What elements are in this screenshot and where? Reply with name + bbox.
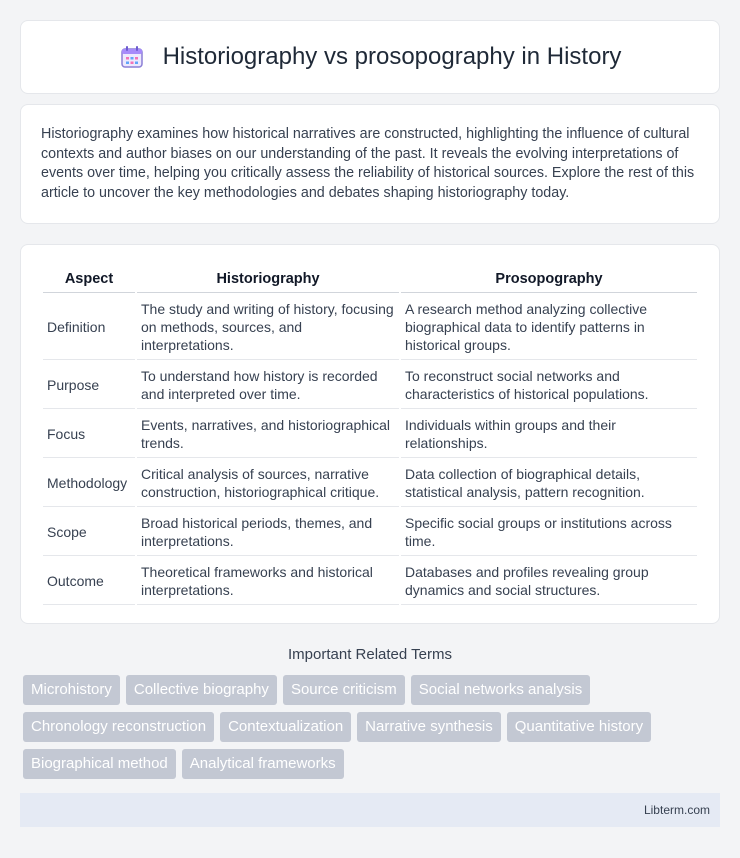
comparison-card (20, 244, 720, 624)
page-title: Historiography vs prosopography in History (162, 43, 622, 70)
row-historiography: The study and writing of history, focusing on methods, sources, and interpretations. (137, 295, 399, 360)
row-prosopography: To reconstruct social networks and characteristics of historical populations. (401, 362, 697, 409)
table-row (43, 295, 697, 360)
intro-text: Historiography examines how historical narratives are constructed, highlighting the influence of cultural contexts and author biases on our understanding of the past. It reveals the evolving interpretations of events over time, helping you critically assess the reliability of historical sources. Explore the rest of this article to uncover the key methodologies and debates shaping historiography today. (41, 126, 695, 201)
related-term-tag[interactable]: Analytical frameworks (182, 749, 344, 779)
related-term-tag[interactable]: Microhistory (23, 675, 120, 705)
header-card (20, 20, 720, 94)
footer (20, 793, 720, 827)
related-term-tag[interactable]: Contextualization (220, 712, 351, 742)
intro-card (20, 104, 720, 224)
table-row (43, 509, 697, 556)
related-term-tag[interactable]: Social networks analysis (411, 675, 590, 705)
related-terms-section (20, 646, 720, 779)
related-terms-title: Important Related Terms (288, 646, 452, 663)
row-prosopography: Data collection of biographical details, statistical analysis, pattern recognition. (401, 460, 697, 507)
row-aspect: Scope (43, 509, 135, 556)
table-row (43, 411, 697, 458)
row-historiography: Theoretical frameworks and historical interpretations. (137, 558, 399, 605)
row-aspect: Purpose (43, 362, 135, 409)
table-header-row (43, 267, 697, 293)
related-term-tag[interactable]: Quantitative history (507, 712, 651, 742)
header-aspect: Aspect (43, 267, 135, 293)
row-aspect: Methodology (43, 460, 135, 507)
footer-brand[interactable]: Libterm.com (643, 803, 710, 817)
row-prosopography: Databases and profiles revealing group dynamics and social structures. (401, 558, 697, 605)
header-prosopography: Prosopography (401, 267, 697, 293)
row-prosopography: A research method analyzing collective biographical data to identify patterns in historical groups. (401, 295, 697, 360)
row-prosopography: Individuals within groups and their relationships. (401, 411, 697, 458)
row-aspect: Outcome (43, 558, 135, 605)
row-historiography: Critical analysis of sources, narrative construction, historiographical critique. (137, 460, 399, 507)
related-terms-list (20, 675, 720, 779)
row-aspect: Definition (43, 295, 135, 360)
row-historiography: To understand how history is recorded and interpreted over time. (137, 362, 399, 409)
row-prosopography: Specific social groups or institutions across time. (401, 509, 697, 556)
table-row (43, 460, 697, 507)
header-historiography: Historiography (137, 267, 399, 293)
comparison-table (41, 265, 699, 607)
table-row (43, 558, 697, 605)
row-historiography: Events, narratives, and historiographical trends. (137, 411, 399, 458)
table-row (43, 362, 697, 409)
related-term-tag[interactable]: Biographical method (23, 749, 176, 779)
row-historiography: Broad historical periods, themes, and interpretations. (137, 509, 399, 556)
related-term-tag[interactable]: Collective biography (126, 675, 277, 705)
related-term-tag[interactable]: Chronology reconstruction (23, 712, 214, 742)
row-aspect: Focus (43, 411, 135, 458)
calendar-icon (119, 44, 145, 70)
related-term-tag[interactable]: Narrative synthesis (357, 712, 501, 742)
related-term-tag[interactable]: Source criticism (283, 675, 405, 705)
